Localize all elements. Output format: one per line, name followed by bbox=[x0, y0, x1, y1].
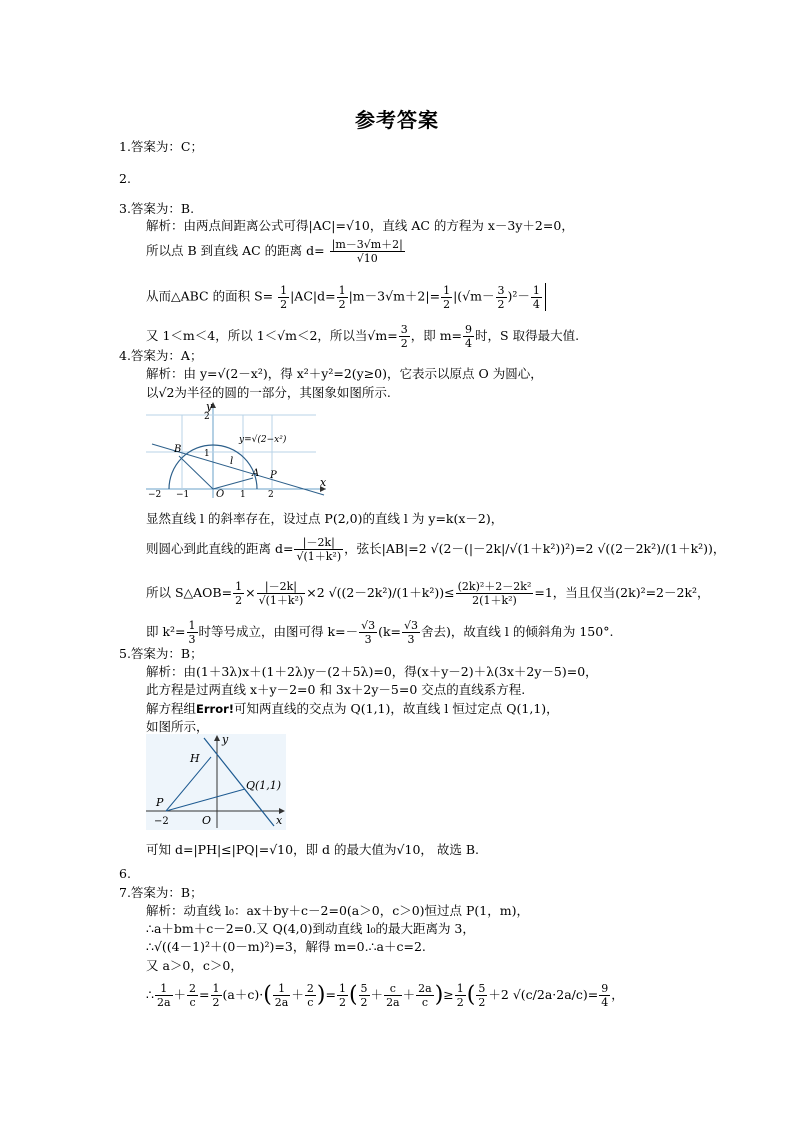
y-tick-1: 1 bbox=[204, 449, 210, 459]
answer-4-line-3: 显然直线 l 的斜率存在，设过点 P(2,0)的直线 l 为 y=k(x－2)， bbox=[146, 511, 504, 526]
x-tick-1: 1 bbox=[240, 490, 246, 500]
answer-3-label: 3.答案为：B. bbox=[119, 201, 195, 216]
answer-3-line-4: 又 1＜m＜4，所以 1＜√m＜2，所以当√m= $\frac{3}{2}$ ，即 m= $\frac{9}{4}$ 时，S 取得最大值. bbox=[146, 323, 580, 350]
x-label: x bbox=[276, 814, 283, 827]
y-label: y bbox=[206, 400, 213, 413]
segment-OA bbox=[213, 478, 253, 489]
answer-4-line-5: 所以 S△AOB= $\frac{1}{2}$ × $\frac{|-2k|}{\text{√(1＋k²)}}$ ×2 √((2－2k²)/(1＋k²))≤ $\frac{\text{(2k)²＋2－2k²}}{\text{2(1＋k²)}}$ =1，当且仅当(2k)²=2－2k²， bbox=[146, 580, 710, 607]
answer-4-label: 4.答案为：A； bbox=[119, 348, 203, 363]
curve-label: y=√(2−x²) bbox=[239, 435, 287, 445]
point-Q: Q(1,1) bbox=[246, 779, 282, 792]
answer-5-line-2: 此方程是过两直线 x＋y－2=0 和 3x＋2y－5=0 交点的直线系方程. bbox=[146, 682, 526, 697]
x-tick-neg2: −2 bbox=[154, 816, 169, 827]
answer-4-line-4: 则圆心到此直线的距离 d= $\frac{|-2k|}{\text{√(1＋k²)}}$ ，弦长|AB|=2 √(2－(|－2k|/√(1＋k²))²)=2 √((2－2k²)/(1＋k²))， bbox=[146, 536, 726, 563]
answer-7-line-1: 解析：动直线 l₀：ax＋by＋c－2=0(a＞0，c＞0)恒过点 P(1，m)， bbox=[146, 903, 529, 918]
point-B: B bbox=[174, 444, 182, 455]
answer-3-line-2: 所以点 B 到直线 AC 的距离 d= $\frac{|m-3√m+2|}{√10}$ bbox=[146, 238, 403, 265]
point-H: H bbox=[190, 752, 200, 765]
y-label: y bbox=[222, 734, 229, 746]
answer-7-label: 7.答案为：B； bbox=[119, 885, 203, 900]
answer-1: 1.答案为：C； bbox=[119, 139, 203, 154]
answer-4-line-2: 以√2为半径的圆的一部分，其图象如图所示. bbox=[146, 385, 391, 400]
answer-7-line-2: ∴a＋bm＋c－2=0.又 Q(4,0)到动直线 l₀的最大距离为 3， bbox=[146, 921, 475, 936]
answer-3-line-1: 解析：由两点间距离公式可得|AC|=√10，直线 AC 的方程为 x－3y＋2=0， bbox=[146, 218, 574, 233]
point-A: A bbox=[252, 468, 260, 479]
answer-7-line-3: ∴√((4－1)²＋(0－m)²)=3，解得 m=0.∴a＋c=2. bbox=[146, 939, 426, 954]
point-P: P bbox=[156, 796, 164, 809]
x-tick-neg2: −2 bbox=[148, 490, 162, 500]
answer-5-line-3: 解方程组Error!可知两直线的交点为 Q(1,1)，故直线 l 恒过定点 Q(1,1)， bbox=[146, 701, 559, 716]
x-tick-neg1: −1 bbox=[176, 490, 190, 500]
x-tick-2: 2 bbox=[268, 490, 274, 500]
answer-7-line-4: 又 a＞0，c＞0， bbox=[146, 958, 243, 973]
y-tick-2: 2 bbox=[204, 412, 210, 422]
page-title: 参考答案 bbox=[355, 108, 439, 132]
line-l-label: l bbox=[230, 456, 234, 467]
lines-figure bbox=[146, 734, 286, 830]
origin-O: O bbox=[202, 814, 212, 827]
answer-2: 2. bbox=[119, 171, 131, 186]
answer-4-line-1: 解析：由 y=√(2－x²)，得 x²＋y²=2(y≥0)，它表示以原点 O 为圆心， bbox=[146, 366, 543, 381]
answer-4-line-6: 即 k²= $\frac{1}{3}$ 时等号成立，由图可得 k=－ $\frac{√3}{3}$ (k= $\frac{√3}{3}$ 舍去)，故直线 l 的倾斜角为 150°. bbox=[146, 619, 614, 646]
semicircle-figure bbox=[146, 400, 328, 500]
origin-O: O bbox=[216, 489, 225, 500]
answer-5-line-5: 可知 d=|PH|≤|PQ|=√10，即 d 的最大值为√10， 故选 B. bbox=[146, 842, 480, 857]
answer-5-line-4: 如图所示， bbox=[146, 719, 209, 734]
answer-7-line-5: ∴ $\frac{1}{2a}$ ＋ $\frac{2}{c}$ = $\frac{1}{2}$ (a＋c)·( $\frac{1}{2a}$ ＋ $\frac{2}{c}$ )= $\frac{1}{2}$ ( $\frac{5}{2}$ ＋ $\frac{c}{2a}$ ＋ $\frac{2a}{c}$ )≥ $\frac{1}{2}$ ( $\frac{5}{2}$ ＋2 √(c/2a·2a/c)= $\frac{9}{4}$ ， bbox=[146, 982, 624, 1009]
point-P: P bbox=[270, 470, 277, 481]
answer-5-label: 5.答案为：B； bbox=[119, 646, 203, 661]
answer-5-line-1: 解析：由(1＋3λ)x＋(1＋2λ)y－(2＋5λ)=0，得(x＋y－2)＋λ(3x＋2y－5)=0， bbox=[146, 664, 598, 679]
answer-6: 6. bbox=[119, 866, 131, 881]
answer-3-line-3: 从而△ABC 的面积 S= $\frac{1}{2}$ |AC|d= $\frac{1}{2}$ |m－3√m＋2|= $\frac{1}{2}$ |(√m－ $\frac{3}{2}$ )²－ $\frac{1}{4}$ bbox=[146, 283, 548, 311]
x-label: x bbox=[320, 476, 327, 489]
